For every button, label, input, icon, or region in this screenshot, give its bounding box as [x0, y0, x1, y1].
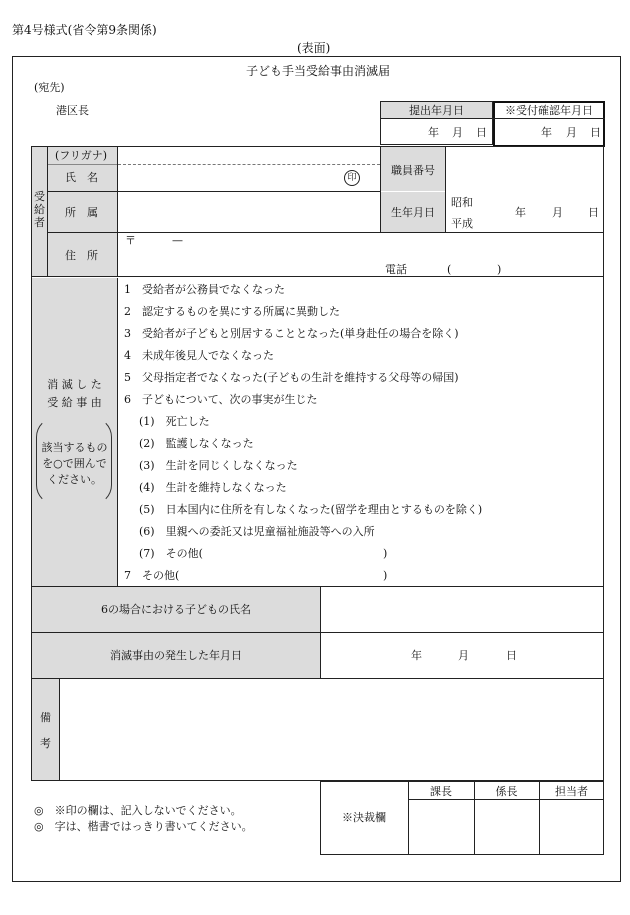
name-field[interactable] [118, 165, 380, 191]
reason-item-1[interactable]: 1 受給者が公務員でなくなった [124, 283, 285, 296]
dept-label: 所 属 [65, 206, 98, 219]
approval-col-staff: 担当者 [555, 785, 588, 798]
item-7-close-paren: ) [383, 569, 388, 582]
reception-year: 年 [541, 126, 552, 139]
reason-subitem-1[interactable]: (1) 死亡した [139, 415, 210, 428]
occurrence-label: 消滅事由の発生した年月日 [110, 649, 242, 662]
instruction-line2: を○で囲んで [42, 457, 107, 470]
side-label: (表面) [297, 41, 331, 55]
seal-mark: 印 [344, 170, 360, 186]
child-name-field[interactable] [321, 587, 603, 632]
reason-label-line1: 消 滅 し た [47, 378, 102, 391]
reason-item-7[interactable]: 7 その他( [124, 569, 180, 582]
reason-item-2[interactable]: 2 認定するものを異にする所属に異動した [124, 305, 340, 318]
era-heisei[interactable]: 平成 [451, 217, 473, 230]
recipient-side-label: 受給者 [34, 190, 45, 229]
addressee-label: (宛先) [34, 81, 65, 94]
postal-mark: 〒 [125, 234, 136, 247]
submission-day: 日 [476, 126, 487, 139]
reason-item-6[interactable]: 6 子どもについて、次の事実が生じた [124, 393, 318, 406]
submission-month: 月 [452, 126, 463, 139]
reason-subitem-4[interactable]: (4) 生計を維持しなくなった [139, 481, 287, 494]
divider [320, 633, 321, 678]
note-1: ◎ ※印の欄は、記入しないでください。 [34, 804, 242, 817]
subitem-7-close-paren: ) [383, 547, 388, 560]
approval-col-unit-chief: 係長 [495, 785, 518, 798]
divider [117, 278, 118, 586]
birth-month: 月 [552, 206, 563, 219]
address-label: 住 所 [65, 249, 98, 262]
furigana-field[interactable] [118, 147, 380, 164]
reception-day: 日 [590, 126, 601, 139]
name-label: 氏 名 [65, 171, 98, 184]
divider [493, 118, 605, 119]
address-field[interactable] [118, 233, 603, 276]
approval-label: ※決裁欄 [342, 811, 386, 824]
phone-paren-open: ( [447, 263, 452, 276]
note-2: ◎ 字は、楷書ではっきり書いてください。 [34, 820, 253, 833]
occurrence-day: 日 [506, 649, 517, 662]
reason-subitem-5[interactable]: (5) 日本国内に住所を有しなくなった(留学を理由とするものを除く) [139, 503, 483, 516]
divider [47, 147, 48, 276]
remarks-label-2: 考 [40, 737, 51, 750]
reception-month: 月 [566, 126, 577, 139]
submission-year: 年 [428, 126, 439, 139]
remarks-label-1: 備 [40, 711, 51, 724]
furigana-label: (フリガナ) [55, 149, 108, 162]
reason-item-5[interactable]: 5 父母指定者でなくなった(子どもの生計を維持する父母等の帰国) [124, 371, 459, 384]
era-showa[interactable]: 昭和 [451, 196, 473, 209]
divider [48, 164, 117, 165]
reception-label: ※受付確認年月日 [505, 104, 593, 117]
reason-item-3[interactable]: 3 受給者が子どもと別居することとなった(単身赴任の場合を除く) [124, 327, 459, 340]
staff-no-field[interactable] [446, 147, 603, 191]
dept-field[interactable] [118, 192, 380, 232]
remarks-label-bg [32, 679, 59, 780]
child-name-label: 6の場合における子どもの氏名 [101, 603, 251, 616]
reason-subitem-2[interactable]: (2) 監護しなくなった [139, 437, 254, 450]
phone-paren-close: ) [497, 263, 502, 276]
form-title: 子ども手当受給事由消滅届 [246, 64, 391, 78]
reason-subitem-6[interactable]: (6) 里親への委託又は児童福祉施設等への入所 [139, 525, 375, 538]
remarks-field[interactable] [60, 679, 603, 780]
birth-day: 日 [588, 206, 599, 219]
birth-label: 生年月日 [391, 206, 435, 219]
instruction-line3: ください。 [47, 473, 102, 486]
submission-label: 提出年月日 [409, 104, 464, 117]
addressee: 港区長 [56, 104, 89, 117]
form-number: 第4号様式(省令第9条関係) [12, 23, 157, 37]
reason-subitem-7[interactable]: (7) その他( [139, 547, 203, 560]
instruction-line1: 該当するもの [41, 441, 108, 454]
phone-label: 電話 [385, 263, 407, 276]
reason-item-4[interactable]: 4 未成年後見人でなくなった [124, 349, 274, 362]
reason-subitem-3[interactable]: (3) 生計を同じくしなくなった [139, 459, 298, 472]
staff-no-label: 職員番号 [391, 164, 435, 177]
birth-year: 年 [515, 206, 526, 219]
occurrence-month: 月 [458, 649, 469, 662]
divider [408, 799, 604, 800]
approval-col-section-chief: 課長 [430, 785, 452, 798]
reason-label-line2: 受 給 事 由 [47, 396, 102, 409]
postal-dash: — [172, 234, 183, 247]
occurrence-year: 年 [411, 649, 422, 662]
